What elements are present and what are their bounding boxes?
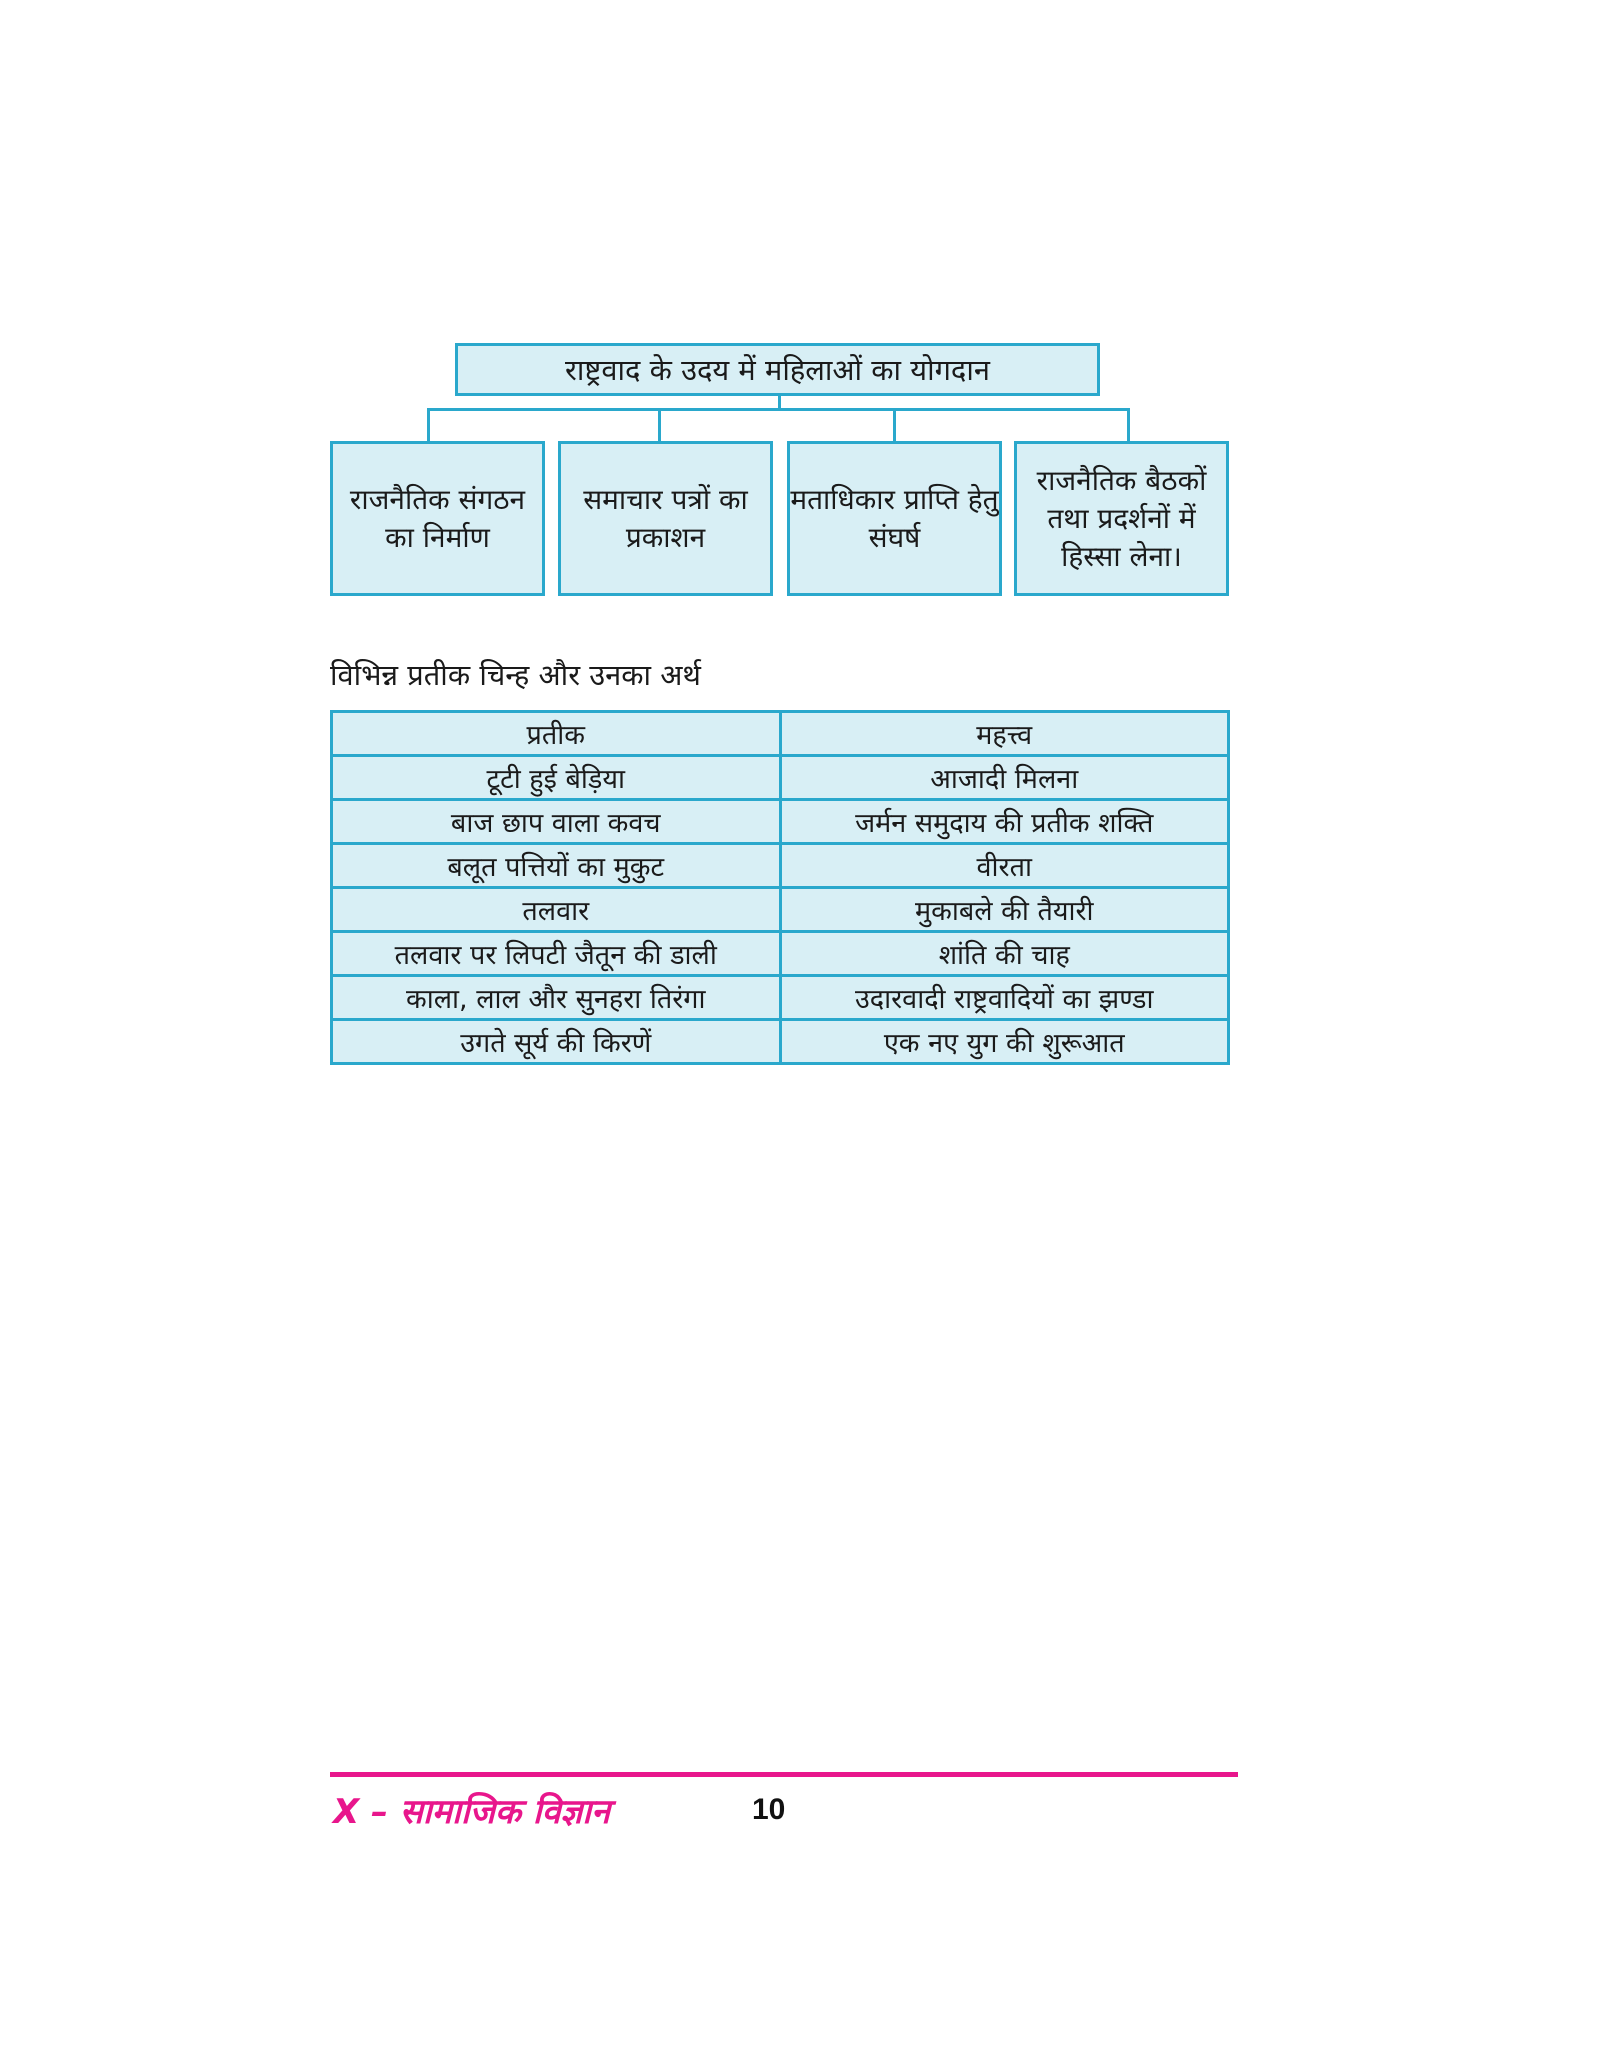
table-row: [332, 976, 1229, 1020]
table-row: [332, 932, 1229, 976]
footer-subject-title: X – सामाजिक विज्ञान: [333, 1792, 610, 1832]
connector-child-2: [658, 408, 661, 441]
table-row: [332, 1020, 1229, 1064]
table-row: [332, 800, 1229, 844]
connector-child-4: [1127, 408, 1130, 441]
diagram-child-box-3: मताधिकार प्राप्ति हेतु संघर्ष: [787, 441, 1002, 596]
meaning-cell: वीरता: [780, 844, 1229, 888]
connector-child-3: [893, 408, 896, 441]
symbol-cell: तलवार पर लिपटी जैतून की डाली: [332, 932, 781, 976]
symbol-cell: तलवार: [332, 888, 781, 932]
connector-horizontal: [427, 408, 1130, 411]
meaning-cell: शांति की चाह: [780, 932, 1229, 976]
symbol-meaning-table: [330, 710, 1230, 1065]
symbol-cell: काला, लाल और सुनहरा तिरंगा: [332, 976, 781, 1020]
meaning-cell: मुकाबले की तैयारी: [780, 888, 1229, 932]
page-number: 10: [752, 1793, 786, 1826]
table-row: [332, 844, 1229, 888]
symbol-cell: टूटी हुई बेड़िया: [332, 756, 781, 800]
table-row: [332, 756, 1229, 800]
meaning-cell: एक नए युग की शुरूआत: [780, 1020, 1229, 1064]
meaning-cell: जर्मन समुदाय की प्रतीक शक्ति: [780, 800, 1229, 844]
header-significance: महत्त्व: [780, 712, 1229, 756]
symbol-cell: बाज छाप वाला कवच: [332, 800, 781, 844]
header-symbol: प्रतीक: [332, 712, 781, 756]
table-caption: विभिन्न प्रतीक चिन्ह और उनका अर्थ: [330, 658, 701, 692]
meaning-cell: आजादी मिलना: [780, 756, 1229, 800]
diagram-child-box-2: समाचार पत्रों का प्रकाशन: [558, 441, 773, 596]
diagram-root-box: राष्ट्रवाद के उदय में महिलाओं का योगदान: [455, 343, 1100, 396]
footer-divider: [330, 1772, 1238, 1777]
connector-child-1: [427, 408, 430, 441]
table-row: [332, 888, 1229, 932]
symbol-cell: बलूत पत्तियों का मुकुट: [332, 844, 781, 888]
diagram-child-box-4: राजनैतिक बैठकों तथा प्रदर्शनों में हिस्सा लेना।: [1014, 441, 1229, 596]
meaning-cell: उदारवादी राष्ट्रवादियों का झण्डा: [780, 976, 1229, 1020]
diagram-child-box-1: राजनैतिक संगठन का निर्माण: [330, 441, 545, 596]
symbol-cell: उगते सूर्य की किरणें: [332, 1020, 781, 1064]
table-header-row: [332, 712, 1229, 756]
